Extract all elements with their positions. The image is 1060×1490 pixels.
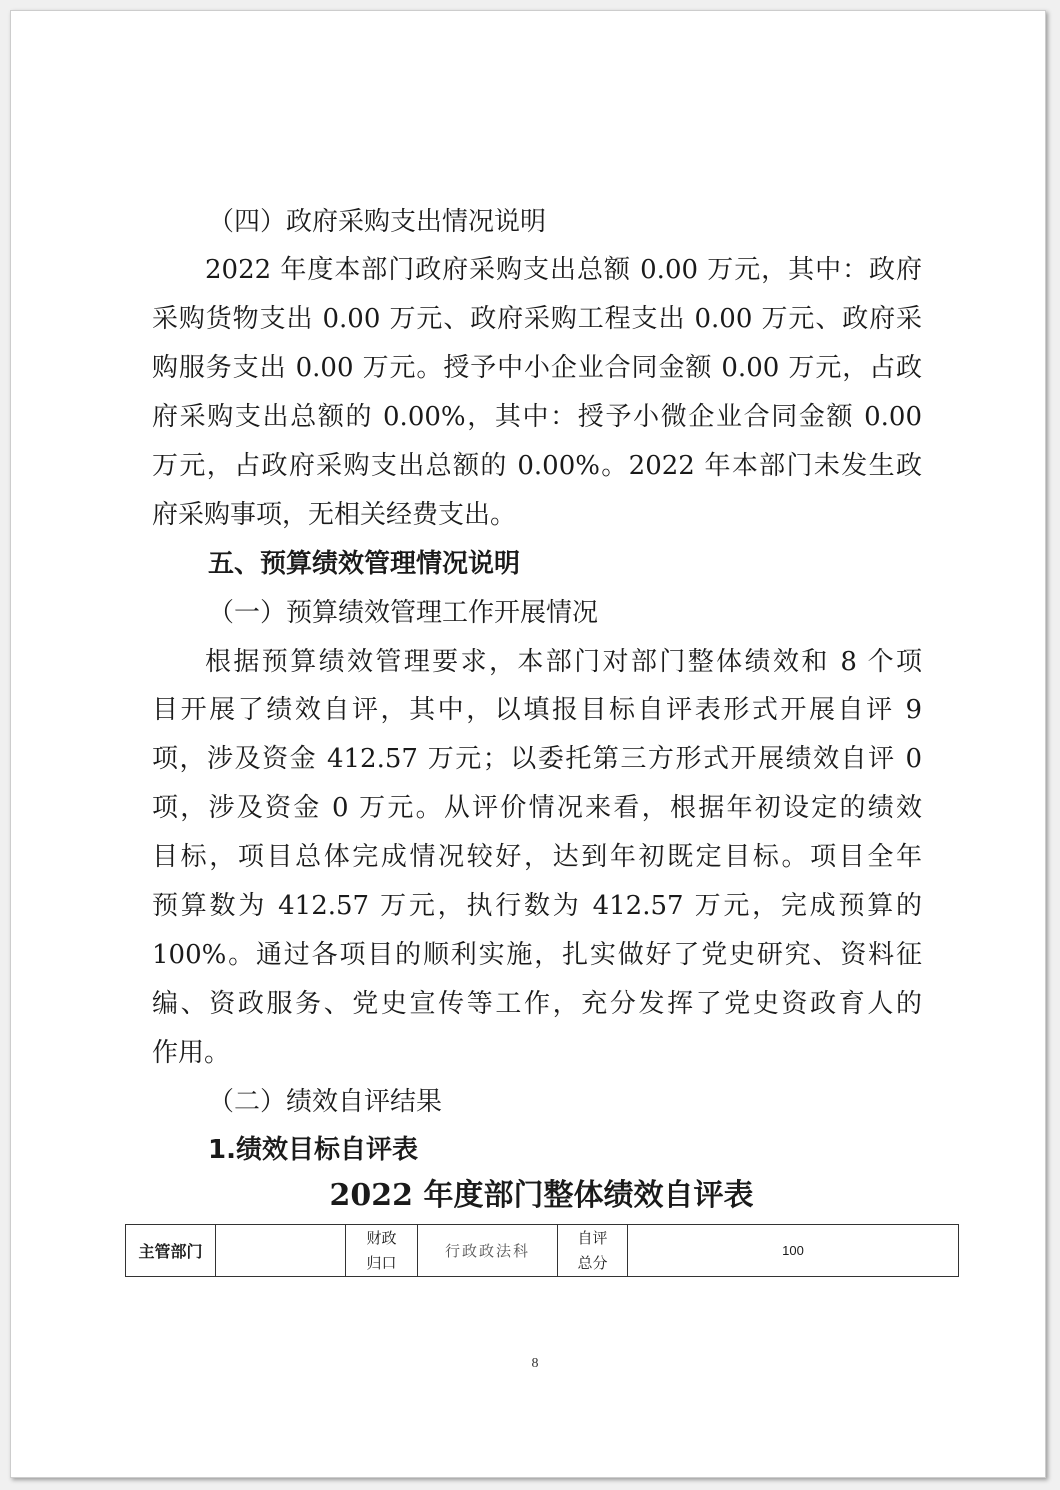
subsection-heading-work: （一）预算绩效管理工作开展情况 bbox=[208, 597, 599, 628]
table-row bbox=[126, 1225, 959, 1277]
body-text bbox=[152, 198, 922, 1176]
score-label-cell bbox=[558, 1225, 628, 1277]
subsection-heading-results: （二）绩效自评结果 bbox=[208, 1086, 443, 1117]
finance-label-line-1: 财政 bbox=[366, 1228, 397, 1247]
paragraph-line: 编、资政服务、党史宣传等工作，充分发挥了党史资政育人的 bbox=[152, 988, 922, 1019]
paragraph-line: 目开展了绩效自评，其中，以填报目标自评表形式开展自评 9 bbox=[152, 695, 922, 726]
score-label-line-2: 总分 bbox=[577, 1253, 608, 1272]
document-page bbox=[10, 10, 1046, 1478]
finance-label-line-2: 归口 bbox=[366, 1253, 397, 1272]
paragraph-line: 作用。 bbox=[152, 1037, 231, 1068]
paragraph-line: 项，涉及资金 0 万元。从评价情况来看，根据年初设定的绩效 bbox=[152, 793, 922, 824]
self-evaluation-table bbox=[125, 1224, 959, 1277]
paragraph-line: 100%。通过各项目的顺利实施，扎实做好了党史研究、资料征 bbox=[152, 939, 922, 970]
score-label-line-1: 自评 bbox=[577, 1228, 608, 1247]
paragraph-line: 根据预算绩效管理要求，本部门对部门整体绩效和 8 个项 bbox=[205, 646, 922, 677]
section-heading-performance: 五、预算绩效管理情况说明 bbox=[208, 548, 521, 579]
paragraph-line: 府采购事项，无相关经费支出。 bbox=[152, 499, 517, 530]
finance-label-cell bbox=[346, 1225, 418, 1277]
table-title: 2022 年度部门整体绩效自评表 bbox=[329, 1178, 754, 1213]
section-heading-procurement: （四）政府采购支出情况说明 bbox=[208, 206, 547, 237]
dept-label-cell: 主管部门 bbox=[126, 1225, 216, 1277]
paragraph-line: 项，涉及资金 412.57 万元；以委托第三方形式开展绩效自评 0 bbox=[152, 744, 922, 775]
score-value-cell: 100 bbox=[628, 1225, 959, 1277]
finance-value-cell: 行政政法科 bbox=[418, 1225, 558, 1277]
page-number: 8 bbox=[531, 1356, 539, 1371]
subheading-target-table: 1.绩效目标自评表 bbox=[208, 1135, 418, 1166]
paragraph-line: 购服务支出 0.00 万元。授予中小企业合同金额 0.00 万元，占政 bbox=[152, 353, 922, 384]
dept-value-cell bbox=[216, 1225, 346, 1277]
paragraph-line: 2022 年度本部门政府采购支出总额 0.00 万元，其中：政府 bbox=[205, 255, 922, 286]
paragraph-line: 目标，项目总体完成情况较好，达到年初既定目标。项目全年 bbox=[152, 842, 922, 873]
paragraph-line: 府采购支出总额的 0.00%，其中：授予小微企业合同金额 0.00 bbox=[152, 402, 922, 433]
paragraph-line: 万元，占政府采购支出总额的 0.00%。2022 年本部门未发生政 bbox=[152, 450, 922, 481]
paragraph-line: 采购货物支出 0.00 万元、政府采购工程支出 0.00 万元、政府采 bbox=[152, 304, 922, 335]
paragraph-line: 预算数为 412.57 万元，执行数为 412.57 万元，完成预算的 bbox=[152, 890, 922, 921]
